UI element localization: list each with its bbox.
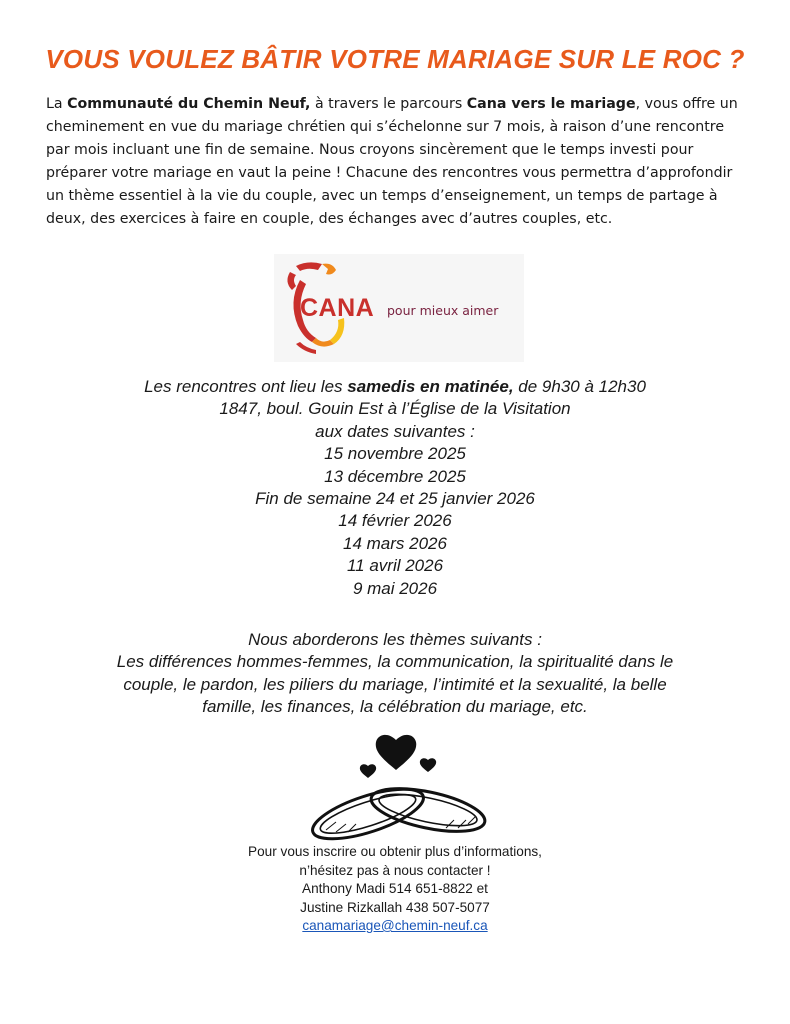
cana-logo: [274, 254, 524, 362]
contact-line: n’hésitez pas à nous contacter !: [299, 862, 491, 878]
date-item: Fin de semaine 24 et 25 janvier 2026: [255, 489, 535, 509]
schedule-intro-bold: samedis en matinée,: [347, 377, 514, 396]
themes-block: [40, 629, 750, 719]
intro-paragraph: [46, 93, 752, 231]
themes-line: famille, les finances, la célébration du mariage, etc.: [202, 697, 588, 717]
intro-text-2: à travers le parcours: [310, 96, 467, 112]
schedule-block: [0, 376, 790, 600]
schedule-address: 1847, boul. Gouin Est à l’Église de la Visitation: [219, 399, 571, 419]
logo-tagline: pour mieux aimer: [387, 303, 499, 318]
contact-line: Pour vous inscrire ou obtenir plus d’informations,: [248, 844, 542, 859]
schedule-intro-post: de 9h30 à 12h30: [513, 377, 646, 396]
contact-line: Justine Rizkallah 438 507-5077: [300, 899, 490, 915]
wedding-rings-hearts-icon: [296, 718, 496, 846]
schedule-intro-pre: Les rencontres ont lieu les: [144, 377, 348, 396]
intro-text-1: La: [46, 96, 68, 112]
themes-line: couple, le pardon, les piliers du mariage, l’intimité et la sexualité, la belle: [123, 674, 667, 694]
schedule-dates-label: aux dates suivantes :: [315, 421, 475, 441]
themes-line: Les différences hommes-femmes, la communication, la spiritualité dans le: [116, 652, 674, 672]
date-item: 14 février 2026: [338, 511, 452, 531]
contact-line: Anthony Madi 514 651-8822 et: [302, 881, 488, 896]
intro-program-name: Cana vers le mariage: [466, 96, 636, 112]
intro-text-3: , vous offre un cheminement en vue du mariage chrétien qui s’échelonne sur 7 mois, à raison d’une rencontre par mois incluant une fin de semaine. Nous croyons sincèrement que le temps investi pour préparer votre mariage en vaut la peine ! Chacune des rencontres vous permettra d’approfondir un thème essentiel à la vie du couple, avec un temps d’enseignement, un temps de partage à deux, des exercices à faire en couple, des échanges avec d’autres couples, etc.: [46, 96, 738, 227]
schedule-intro: [0, 376, 790, 398]
date-item: 11 avril 2026: [346, 556, 444, 576]
themes-heading: Nous aborderons les thèmes suivants :: [248, 630, 542, 649]
logo-word: CANA: [300, 294, 375, 322]
contact-email-link[interactable]: canamariage@chemin-neuf.ca: [302, 918, 488, 933]
intro-community-name: Communauté du Chemin Neuf,: [67, 96, 311, 112]
date-item: 15 novembre 2025: [324, 444, 466, 464]
date-item: 13 décembre 2025: [324, 466, 466, 486]
date-item: 14 mars 2026: [343, 533, 447, 553]
contact-block: [0, 843, 790, 936]
date-item: 9 mai 2026: [352, 578, 438, 598]
page-title: VOUS VOULEZ BÂTIR VOTRE MARIAGE SUR LE ROC ?: [45, 44, 745, 74]
